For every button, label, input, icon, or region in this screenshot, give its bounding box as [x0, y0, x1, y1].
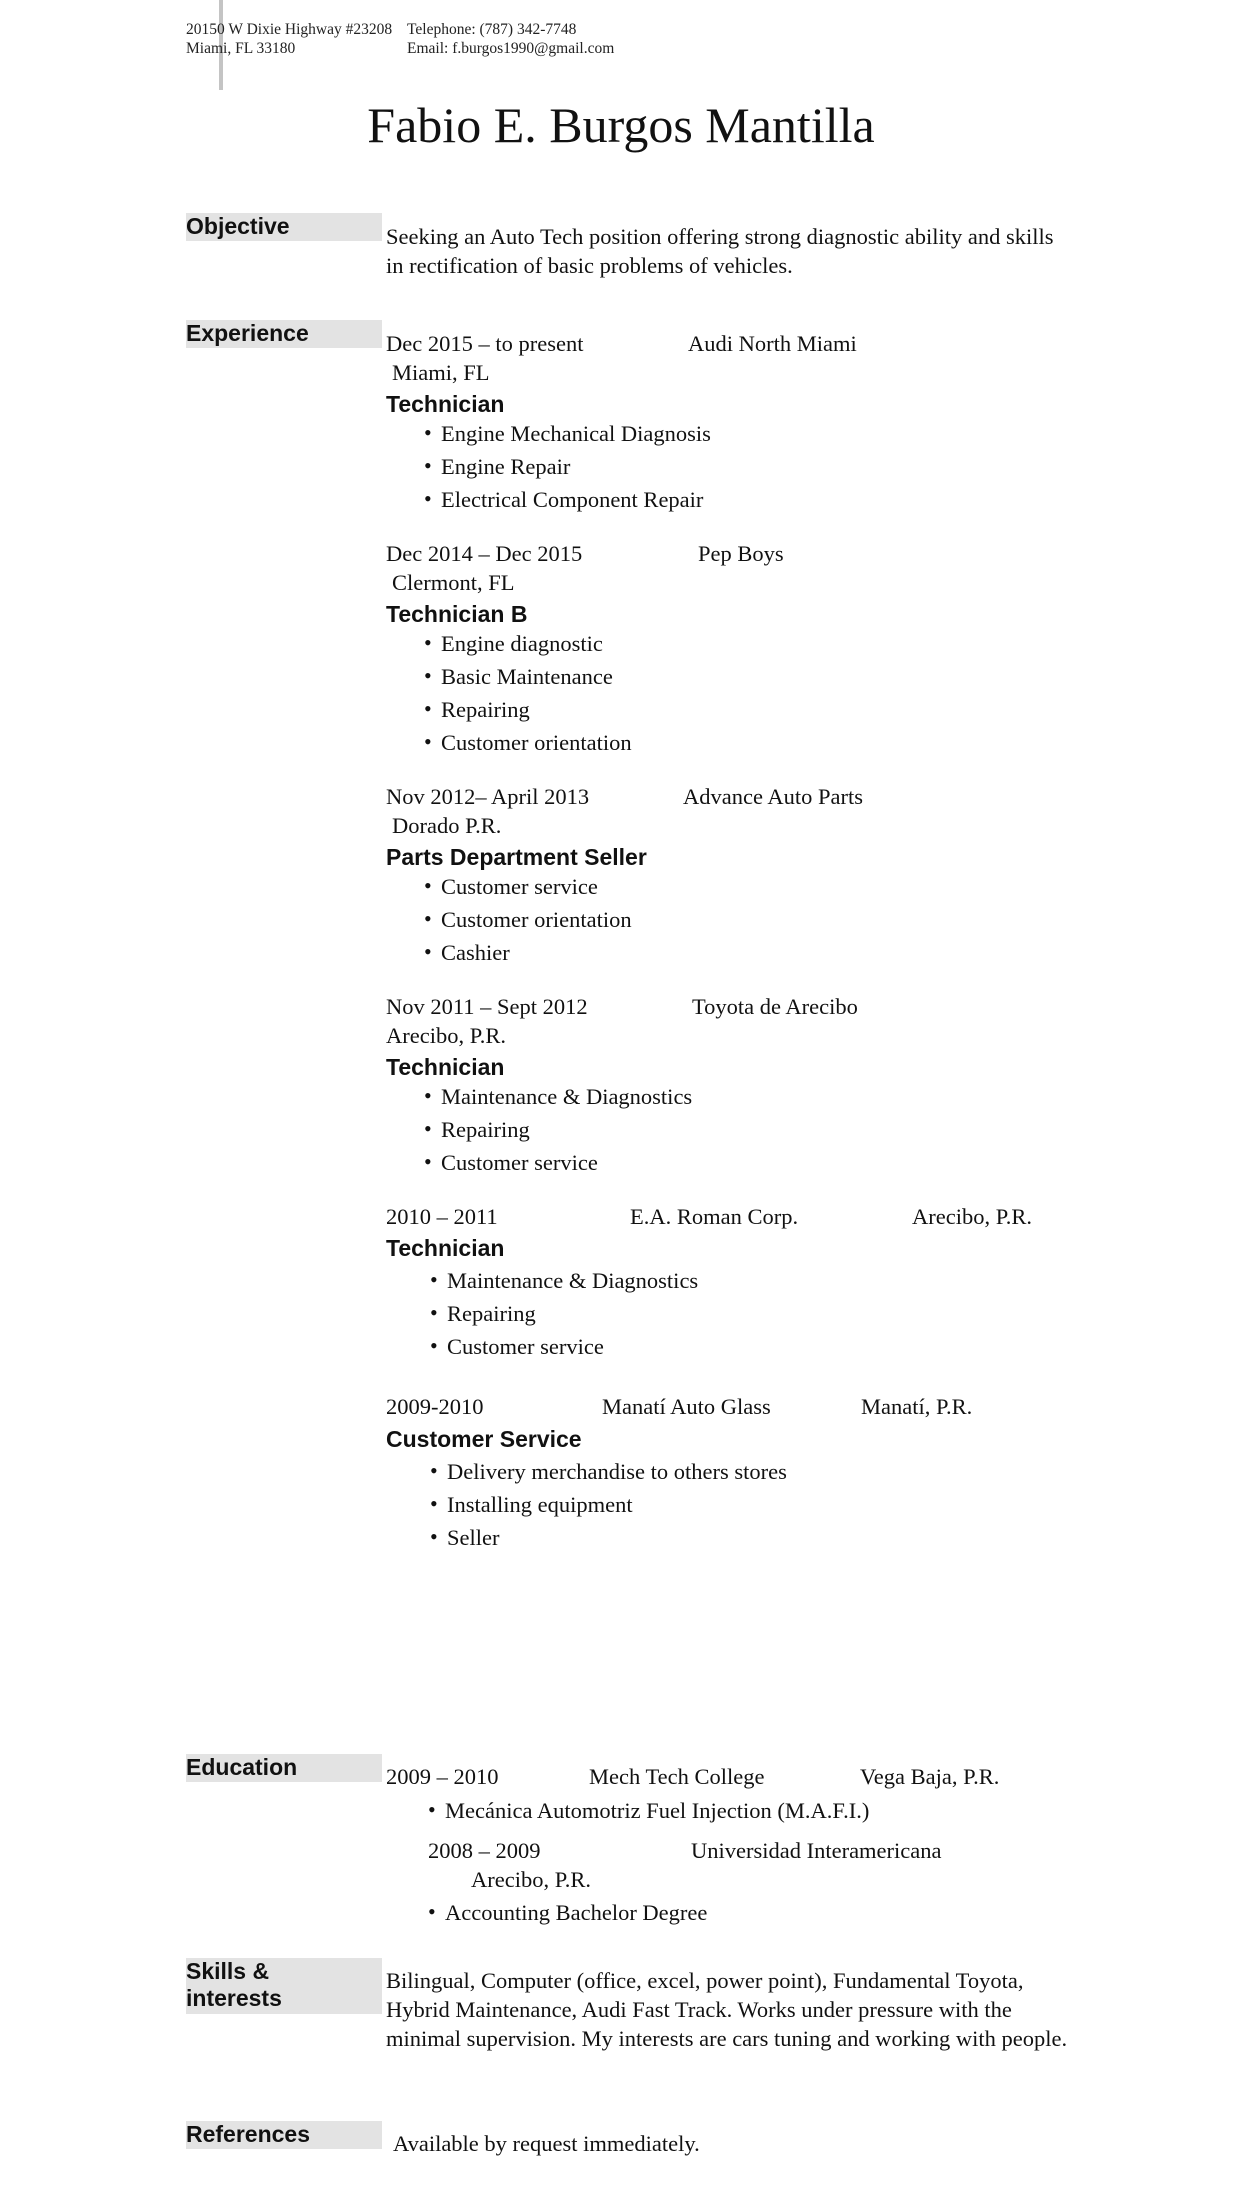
list-item: • Delivery merchandise to others stores: [430, 1458, 787, 1484]
job-location: Arecibo, P.R.: [912, 1204, 1032, 1229]
job-location: Arecibo, P.R.: [386, 1023, 506, 1048]
list-item: • Repairing: [430, 1300, 536, 1326]
job-location: Manatí, P.R.: [861, 1394, 973, 1419]
job-company: Audi North Miami: [688, 331, 857, 356]
list-item: • Installing equipment: [430, 1491, 633, 1517]
list-item: • Engine Mechanical Diagnosis: [424, 420, 711, 446]
job-dates: Nov 2012– April 2013: [386, 784, 590, 809]
list-item: • Basic Maintenance: [424, 663, 613, 689]
job-dates: 2010 – 2011: [386, 1204, 498, 1229]
job-company: Manatí Auto Glass: [602, 1394, 771, 1419]
address-line2: Miami, FL 33180: [186, 40, 296, 57]
education-school: Mech Tech College: [589, 1764, 765, 1789]
list-item: • Maintenance & Diagnostics: [424, 1083, 693, 1109]
job-title: Customer Service: [386, 1426, 582, 1452]
job-location: Miami, FL: [392, 360, 490, 385]
skills-text: Bilingual, Computer (office, excel, power point), Fundamental Toyota, Hybrid Maintenance, Audi Fast Track. Works under pressure with the minimal supervision. My interests are cars tuning and working with people.: [386, 1968, 1068, 2051]
education-dates: 2009 – 2010: [386, 1764, 499, 1789]
education-location: Arecibo, P.R.: [471, 1867, 591, 1892]
list-item: • Mecánica Automotriz Fuel Injection (M.A.F.I.): [428, 1797, 870, 1823]
email: Email: f.burgos1990@gmail.com: [407, 40, 615, 57]
job-dates: Dec 2014 – Dec 2015: [386, 541, 583, 566]
education-dates: 2008 – 2009: [428, 1838, 541, 1863]
job-location: Dorado P.R.: [392, 813, 502, 838]
section-objective: Objective: [186, 213, 382, 241]
job-title: Technician B: [386, 601, 528, 627]
section-skills: Skills & interests: [186, 1958, 382, 2014]
list-item: • Electrical Component Repair: [424, 486, 704, 512]
job-company: Pep Boys: [698, 541, 784, 566]
job-title: Technician: [386, 391, 505, 417]
references-text: Available by request immediately.: [393, 2131, 700, 2156]
list-item: • Engine Repair: [424, 453, 571, 479]
list-item: • Customer orientation: [424, 729, 632, 755]
job-company: Toyota de Arecibo: [692, 994, 858, 1019]
list-item: • Customer service: [424, 873, 598, 899]
telephone: Telephone: (787) 342-7748: [407, 21, 577, 38]
list-item: • Accounting Bachelor Degree: [428, 1899, 708, 1925]
objective-text: Seeking an Auto Tech position offering strong diagnostic ability and skills in rectification of basic problems of vehicles.: [386, 224, 1054, 278]
job-company: Advance Auto Parts: [683, 784, 863, 809]
address-line1: 20150 W Dixie Highway #23208: [186, 21, 393, 38]
list-item: • Customer service: [424, 1149, 598, 1175]
list-item: • Cashier: [424, 939, 510, 965]
job-location: Clermont, FL: [392, 570, 515, 595]
list-item: • Repairing: [424, 1116, 530, 1142]
job-dates: Dec 2015 – to present: [386, 331, 584, 356]
list-item: • Customer service: [430, 1333, 604, 1359]
job-dates: Nov 2011 – Sept 2012: [386, 994, 588, 1019]
education-location: Vega Baja, P.R.: [860, 1764, 1000, 1789]
list-item: • Repairing: [424, 696, 530, 722]
section-education: Education: [186, 1754, 382, 1782]
section-experience: Experience: [186, 320, 382, 348]
education-school: Universidad Interamericana: [691, 1838, 942, 1863]
resume-name: Fabio E. Burgos Mantilla: [367, 97, 875, 153]
list-item: • Engine diagnostic: [424, 630, 603, 656]
list-item: • Seller: [430, 1524, 500, 1550]
job-title: Parts Department Seller: [386, 844, 647, 870]
job-title: Technician: [386, 1054, 505, 1080]
list-item: • Maintenance & Diagnostics: [430, 1267, 699, 1293]
section-references: References: [186, 2121, 382, 2149]
job-title: Technician: [386, 1235, 505, 1261]
job-company: E.A. Roman Corp.: [630, 1204, 799, 1229]
job-dates: 2009-2010: [386, 1394, 484, 1419]
list-item: • Customer orientation: [424, 906, 632, 932]
